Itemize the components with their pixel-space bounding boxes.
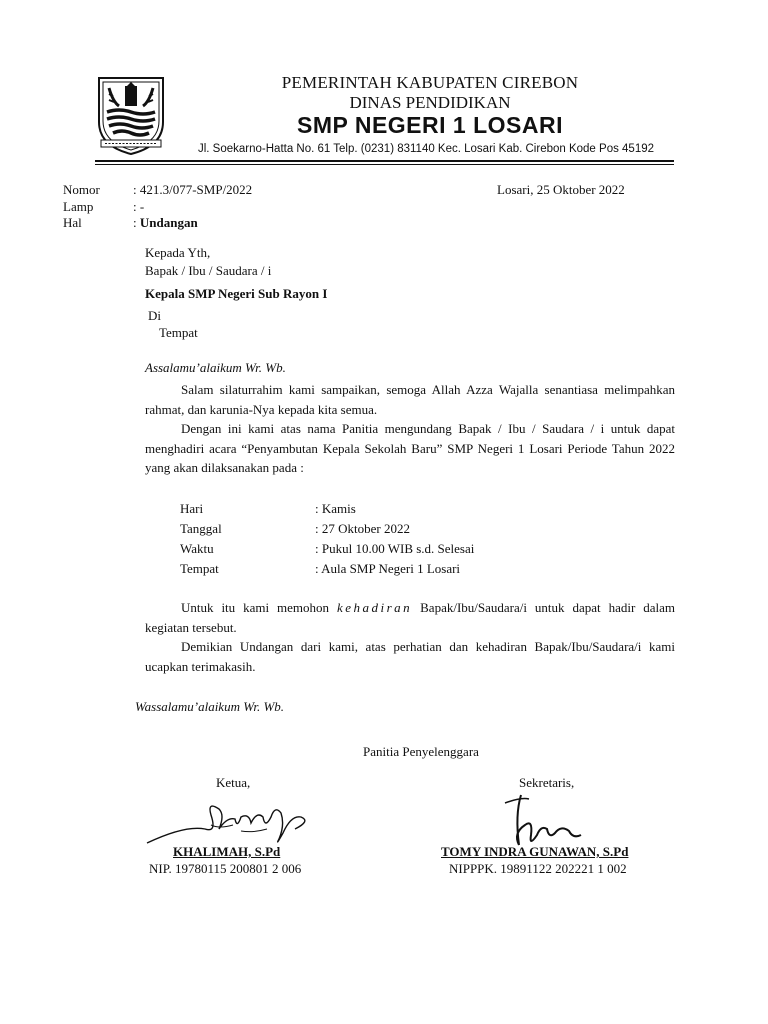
greeting: Assalamu’alaikum Wr. Wb. bbox=[145, 360, 286, 375]
letterhead-address: Jl. Soekarno-Hatta No. 61 Telp. (0231) 831140 Kec. Losari Kab. Cirebon Kode Pos 45192 bbox=[197, 143, 655, 155]
recipient-line-1: Kepada Yth, bbox=[145, 245, 211, 260]
closing-greeting: Wassalamu’alaikum Wr. Wb. bbox=[135, 699, 285, 714]
hal-colon: : bbox=[133, 215, 137, 230]
detail-label-date: Tanggal bbox=[180, 521, 222, 536]
recipient-line-tempat: Tempat bbox=[159, 325, 198, 340]
paragraph-4 bbox=[145, 637, 675, 676]
detail-label-time: Waktu bbox=[180, 541, 214, 556]
left-signer-role: Ketua, bbox=[216, 775, 251, 790]
paragraph-1-text: Salam silaturrahim kami sampaikan, semoga Allah Azza Wajalla senantiasa melimpahkan rahmat, dan karunia-Nya kepada kita semua. bbox=[145, 382, 675, 417]
paragraph-2 bbox=[145, 419, 675, 478]
committee-title: Panitia Penyelenggara bbox=[363, 744, 479, 759]
right-signer-id: NIPPPK. 19891122 202221 1 002 bbox=[449, 861, 627, 876]
detail-label-day: Hari bbox=[180, 501, 204, 516]
left-signer-id: NIP. 19780115 200801 2 006 bbox=[149, 861, 302, 876]
hal-value-row bbox=[133, 215, 198, 231]
left-signature-icon bbox=[145, 795, 315, 850]
hal-value: Undangan bbox=[139, 215, 198, 230]
detail-value-day: : Kamis bbox=[315, 501, 356, 516]
paragraph-2-text: Dengan ini kami atas nama Panitia mengundang Bapak / Ibu / Saudara / i untuk dapat menghadiri acara “Penyambutan Kepala Sekolah Baru” SMP Negeri 1 Losari Periode Tahun 2022 yang akan dilaksanakan pada : bbox=[145, 421, 675, 475]
detail-value-date: : 27 Oktober 2022 bbox=[315, 521, 410, 536]
letterhead-school-name: SMP NEGERI 1 LOSARI bbox=[297, 112, 563, 138]
letterhead-rule bbox=[95, 160, 674, 162]
right-signature-icon bbox=[475, 785, 665, 853]
letterhead-department: DINAS PENDIDIKAN bbox=[349, 93, 511, 112]
recipient-title: Kepala SMP Negeri Sub Rayon I bbox=[145, 286, 328, 301]
right-signer-name: TOMY INDRA GUNAWAN, S.Pd bbox=[441, 844, 629, 859]
lamp-label: Lamp bbox=[63, 199, 94, 214]
paragraph-3-text-a: Untuk itu kami memohon bbox=[181, 600, 337, 615]
detail-value-place: : Aula SMP Negeri 1 Losari bbox=[315, 561, 461, 576]
detail-label-place: Tempat bbox=[180, 561, 219, 576]
lamp-value: : - bbox=[133, 199, 145, 214]
paragraph-3-text-b: Bapak/Ibu/Saudara/i untuk dapat hadir dalam kegiatan tersebut. bbox=[145, 600, 675, 635]
paragraph-4-text: Demikian Undangan dari kami, atas perhatian dan kehadiran Bapak/Ibu/Saudara/i kami ucapkan terimakasih. bbox=[145, 639, 675, 674]
letterhead-government: PEMERINTAH KABUPATEN CIREBON bbox=[281, 73, 579, 92]
nomor-value: : 421.3/077-SMP/2022 bbox=[133, 182, 253, 197]
letter-date: Losari, 25 Oktober 2022 bbox=[497, 182, 625, 197]
paragraph-3 bbox=[145, 598, 675, 637]
paragraph-3-emphasis: kehadiran bbox=[336, 600, 413, 615]
right-signer-role: Sekretaris, bbox=[519, 775, 575, 790]
paragraph-1 bbox=[145, 380, 675, 419]
recipient-line-di: Di bbox=[148, 308, 161, 323]
nomor-label: Nomor bbox=[63, 182, 100, 197]
letterhead-rule-thin bbox=[95, 164, 674, 165]
left-signer-name: KHALIMAH, S.Pd bbox=[173, 844, 281, 859]
hal-label: Hal bbox=[63, 215, 82, 230]
recipient-line-2: Bapak / Ibu / Saudara / i bbox=[145, 263, 272, 278]
detail-value-time: : Pukul 10.00 WIB s.d. Selesai bbox=[315, 541, 475, 556]
